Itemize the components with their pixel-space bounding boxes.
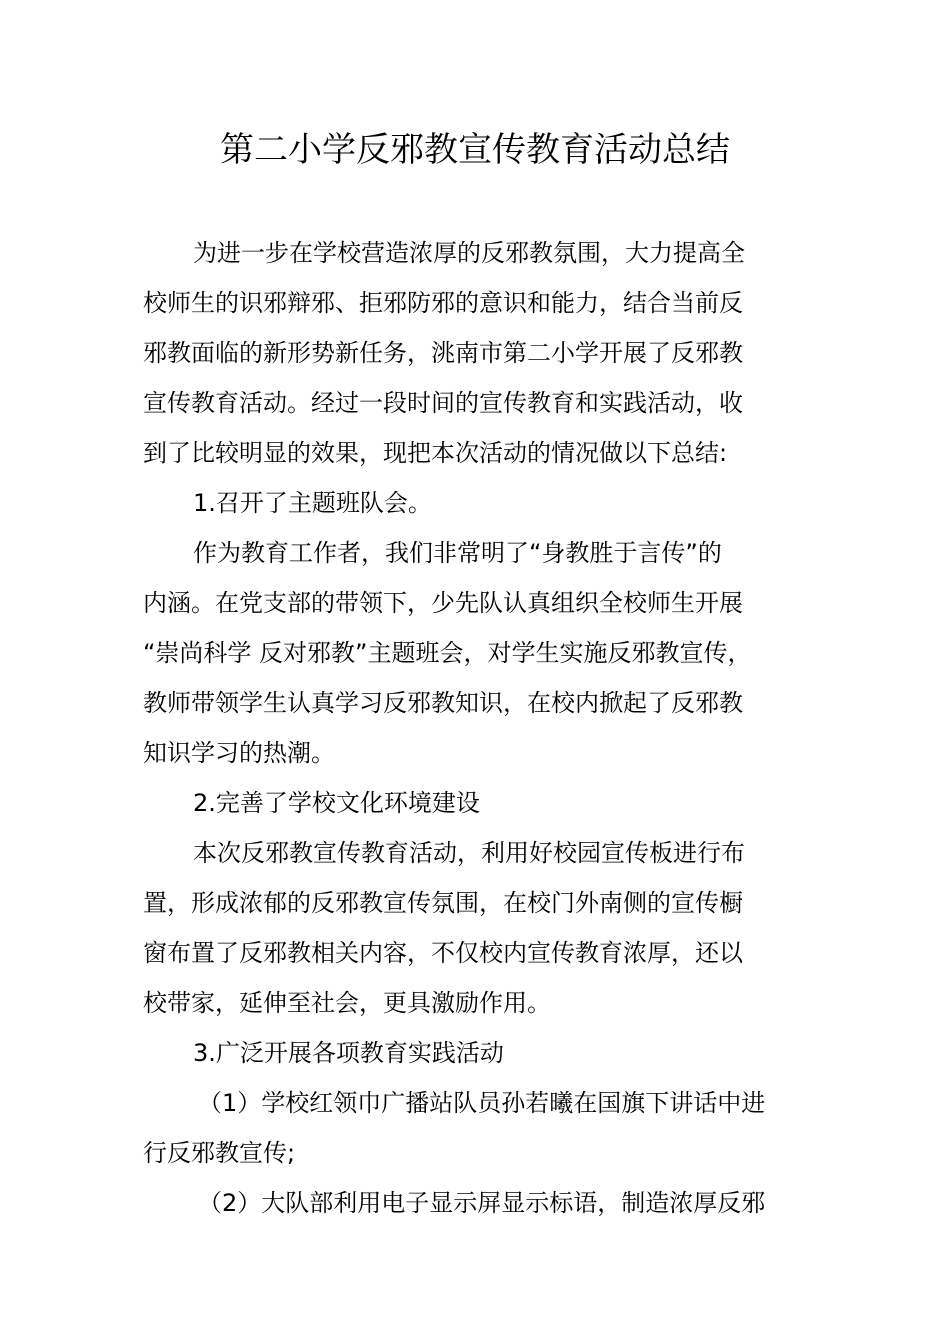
paragraph-line: 知识学习的热潮。 [143,739,335,767]
paragraph-line: 到了比较明显的效果，现把本次活动的情况做以下总结: [143,439,728,467]
paragraph-line: 宣传教育活动。经过一段时间的宣传教育和实践活动，收 [143,389,743,417]
list-item-line: 行反邪教宣传; [143,1139,296,1167]
paragraph-line: 置，形成浓郁的反邪教宣传氛围，在校门外南侧的宣传橱 [143,889,743,917]
paragraph-line: 校师生的识邪辩邪、拒邪防邪的意识和能力，结合当前反 [143,289,743,317]
paragraph-line: 校带家，延伸至社会，更具激励作用。 [143,989,551,1017]
section-heading: 3.广泛开展各项教育实践活动 [193,1039,504,1067]
paragraph-line: 邪教面临的新形势新任务，洮南市第二小学开展了反邪教 [143,339,743,367]
paragraph-line: 本次反邪教宣传教育活动，利用好校园宣传板进行布 [193,839,745,867]
paragraph-line: 窗布置了反邪教相关内容，不仅校内宣传教育浓厚，还以 [143,939,743,967]
document-body [143,228,823,1228]
paragraph-line: 作为教育工作者，我们非常明了“身教胜于言传”的 [193,539,722,567]
list-item-line: （1）学校红领巾广播站队员孙若曦在国旗下讲话中进 [198,1089,766,1117]
paragraph-line: 教师带领学生认真学习反邪教知识，在校内掀起了反邪教 [143,689,743,717]
paragraph-line: “崇尚科学 反对邪教”主题班会，对学生实施反邪教宣传， [143,639,752,667]
section-heading: 1.召开了主题班队会。 [193,489,432,517]
list-item-line: （2）大队部利用电子显示屏显示标语，制造浓厚反邪 [198,1189,766,1217]
paragraph-line: 内涵。在党支部的带领下，少先队认真组织全校师生开展 [143,589,743,617]
document-title: 第二小学反邪教宣传教育活动总结 [220,130,730,170]
paragraph-line: 为进一步在学校营造浓厚的反邪教氛围，大力提高全 [193,239,745,267]
section-heading: 2.完善了学校文化环境建设 [193,789,480,817]
